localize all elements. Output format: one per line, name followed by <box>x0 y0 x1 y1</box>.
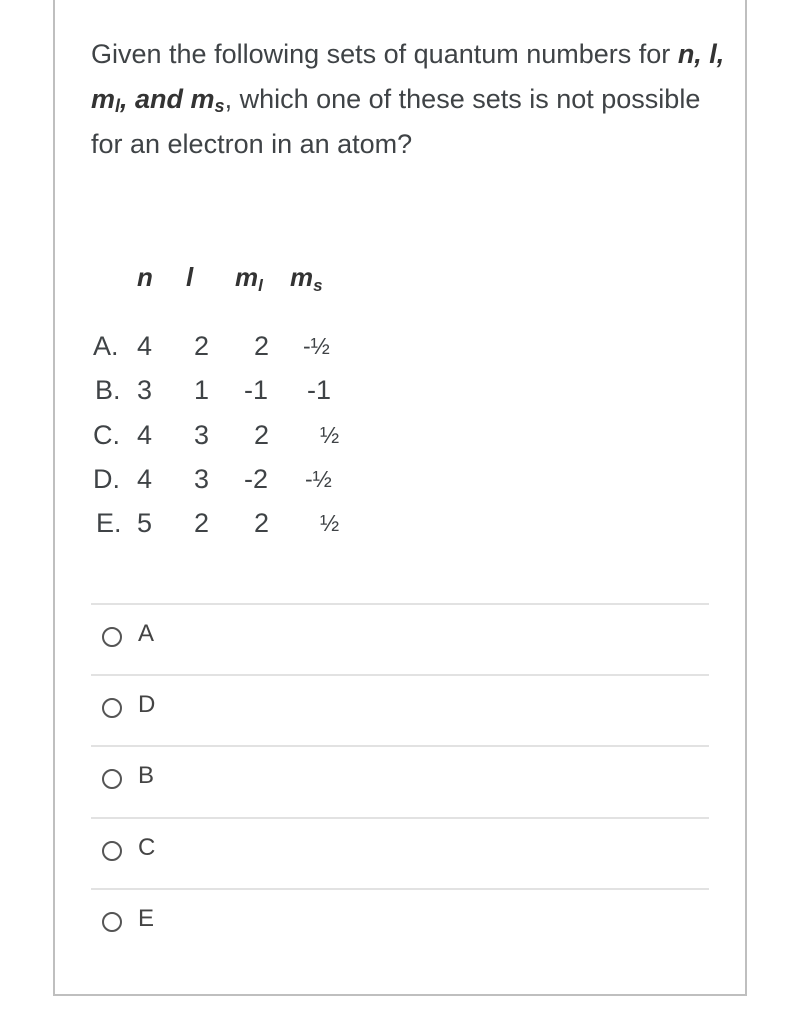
row-n: 3 <box>137 375 153 405</box>
row-letter: C. <box>93 420 120 450</box>
row-letter: E. <box>96 508 122 538</box>
row-ms: -1 <box>307 375 332 405</box>
answer-option-label: C <box>138 834 156 861</box>
divider <box>91 888 709 890</box>
question-part2: , which one of these sets is not possible for an electron in an atom? <box>91 84 701 159</box>
question-part1: Given the following sets of quantum numbers for <box>91 39 678 69</box>
row-n: 4 <box>137 464 153 494</box>
question-bold-variables: n, l, $m_l$, and $m_s$ <box>91 39 725 116</box>
row-letter: A. <box>93 331 119 361</box>
row-ms: ½ <box>320 510 340 536</box>
row-ms: -½ <box>305 466 332 492</box>
row-ml: 2 <box>254 508 270 538</box>
divider <box>91 817 709 819</box>
header-ms: $m_s$ <box>290 262 323 295</box>
answer-option-label: D <box>138 691 156 718</box>
answer-option-label: A <box>138 620 155 647</box>
header-n: n <box>137 262 153 292</box>
row-letter: D. <box>93 464 120 494</box>
radio-button-icon[interactable] <box>102 627 122 647</box>
row-ml: -2 <box>244 464 269 494</box>
answer-option-c[interactable] <box>91 820 709 890</box>
divider <box>91 603 709 605</box>
answer-option-a[interactable] <box>91 606 709 676</box>
row-l: 1 <box>194 375 210 405</box>
row-l: 3 <box>194 464 210 494</box>
row-ml: 2 <box>254 331 270 361</box>
row-letter: B. <box>95 375 121 405</box>
row-l: 2 <box>194 508 210 538</box>
row-ml: -1 <box>244 375 269 405</box>
radio-button-icon[interactable] <box>102 769 122 789</box>
question-text <box>91 32 731 167</box>
radio-button-icon[interactable] <box>102 912 122 932</box>
radio-button-icon[interactable] <box>102 841 122 861</box>
row-ml: 2 <box>254 420 270 450</box>
row-l: 2 <box>194 331 210 361</box>
divider <box>91 674 709 676</box>
row-n: 5 <box>137 508 153 538</box>
header-l: l <box>186 262 194 292</box>
row-l: 3 <box>194 420 210 450</box>
answer-option-d[interactable] <box>91 677 709 747</box>
answer-option-label: B <box>138 762 155 789</box>
row-ms: ½ <box>320 422 340 448</box>
row-n: 4 <box>137 420 153 450</box>
row-n: 4 <box>137 331 153 361</box>
answer-option-b[interactable] <box>91 748 709 818</box>
answer-option-label: E <box>138 905 155 932</box>
answer-option-e[interactable] <box>91 891 709 961</box>
divider <box>91 745 709 747</box>
row-ms: -½ <box>303 333 330 359</box>
radio-button-icon[interactable] <box>102 698 122 718</box>
header-ml: $m_l$ <box>235 262 263 295</box>
